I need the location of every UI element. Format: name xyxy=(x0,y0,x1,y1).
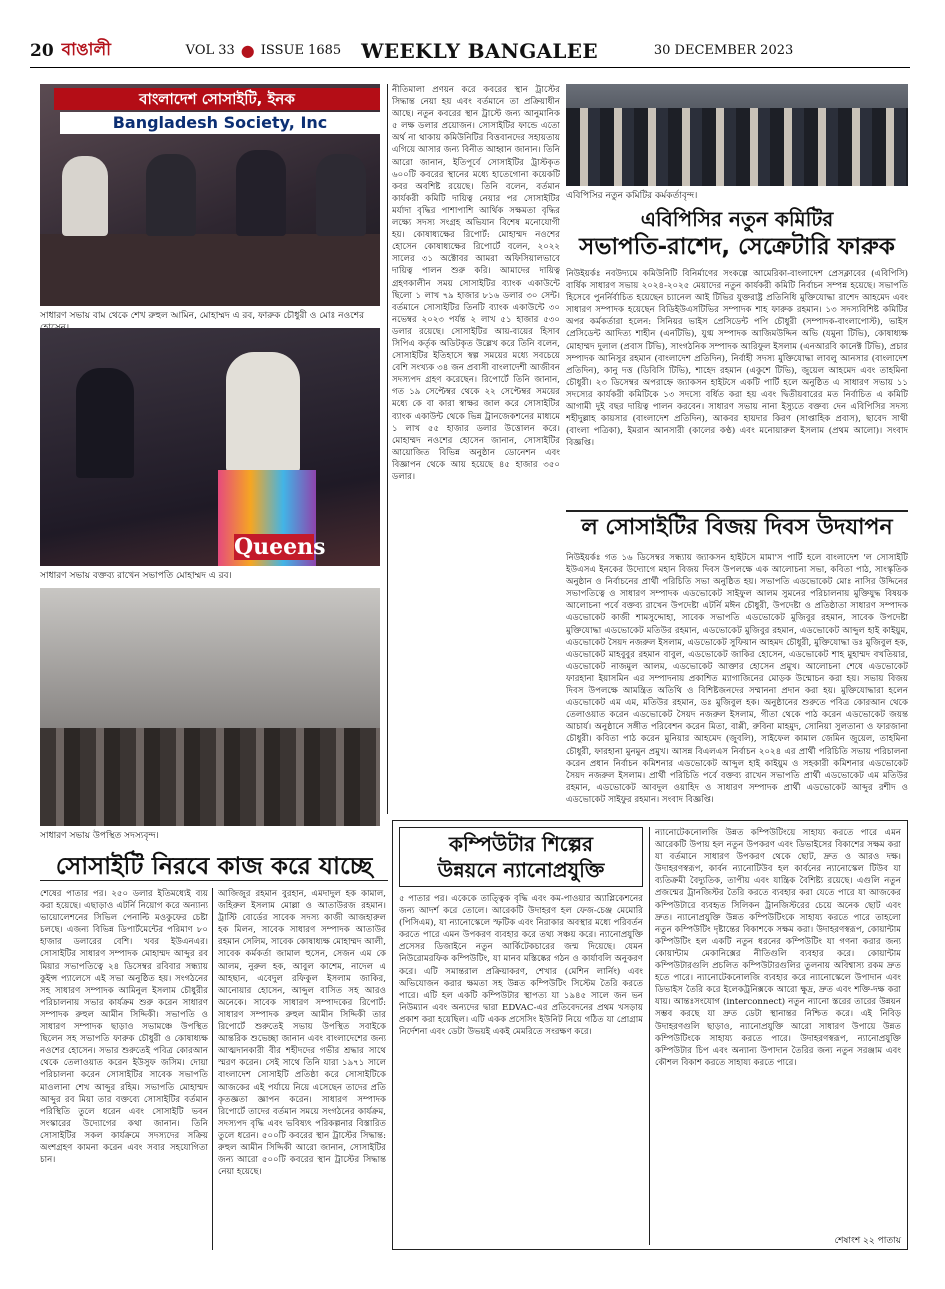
photo-caption: সাধারণ সভায় উপস্থিত সদস্যবৃন্দ। xyxy=(40,831,159,841)
photo-podium-speaker xyxy=(40,328,380,566)
issue-label: ISSUE 1685 xyxy=(260,43,342,58)
article3-body: নিউইয়র্কঃ গত ১৬ ডিসেম্বর সন্ধ্যায় জ্যাকসন হাইটসে মামা'স পার্টি হলে বাংলাদেশ 'ল সোসাইটি ইউএসএ ইনকের উদ্যোগে মহান বিজয় দিবস উপলক্ষে এক আলোচনা সভা, কবিতা পাঠ, সাংস্কৃতিক অনুষ্ঠান ও নির্বাচনের প্রার্থী পরিচিতি সভা অনুষ্ঠিত হয়। সভাপতি এডভোকেট মোঃ নাসির উদ্দিনের সভাপতিত্বে ও সাধারণ সম্পাদক এডভোকেট সাইফুল আলম সুমনের পরিচালনায় মুক্তিযুদ্ধ বিষয়ক আলোচনা পর্বে বক্তব্য রাখেন উপদেষ্টা এটর্নি মঈন চৌধুরী, উপদেষ্টা ও প্রতিষ্ঠাতা সাধারণ সম্পাদক এডভোকেট কাজী শামসুদ্দোহা, সাবেক সভাপতি এডভোকেট মুজিবুর রহমান, সাবেক উপদেষ্টা মুক্তিযোদ্ধা এডভোকেট মতিউর রহমান, এডভোকেট মুজিবুর রহমান, এডভোকেট আব্দুল হাই কাইয়ুম, এডভোকেট সৈয়দ নজরুল ইসলাম, এডভোকেট সুফিয়ান আহমদ চৌধুরী, মুক্তিযোদ্ধা ডঃ মুজিবুল হক, এডভোকেট মাহবুবুর রহমান বাবুল, এডভোকেট জাকির হোসেন, এডভোকেট শাহ মুহাম্মদ বখতিয়ার, এডভোকেট নাজমুল আলম, এডভোকেট আক্তার হোসেন প্রমুখ। আলোচনা শেষে এডভোকেট ফারহানা ইয়াসমিন এর সম্পাদনায় প্রকাশিত ম্যাগাজিনের মোড়ক উন্মোচন করা হয়। সভায় বিজয় দিবস উপলক্ষে আমন্ত্রিত অতিথি ও বিশিষ্টজনদের সম্মাননা প্রদান করা হয়। মুক্তিযোদ্ধারা হলেন এডভোকেট এম এম, মতিউর রহমান, ডঃ মুজিবুল হক। অনুষ্ঠানের শুরুতে পবিত্র কোরআন থেকে তেলাওয়াত করেন এডভোকেট সৈয়দ নজরুল ইসলাম, গীতা থেকে পাঠ করেন এডভোকেট জয়ন্ত আচার্য। অনুষ্ঠানে সঙ্গীত পরিবেশন করেন মিতা, বাপ্পী, রুবিনা মাহমুদ, সোনিয়া সুলতানা ও ফারজানা চৌধুরী। কবিতা পাঠ করেন মুনিয়ার আহমেদ (জুবলি), সাইফেল কামাল জেমিন জুয়েল, তাহমিনা চৌধুরী, ফারহানা মুনমুন প্রমুখ। আসন্ন বিএলএস নির্বাচন ২০২৪ এর প্রার্থী পরিচিতি সভায় পরিচালনা করেন প্রধান নির্বাচন কমিশনার এডভোকেট আব্দুল হাই কাইয়ুম ও সহকারী কমিশনার এডভোকেট সৈয়দ নজরুল ইসলাম। প্রার্থী পরিচিতি পর্বে বক্তব্য রাখেন সভাপতি প্রার্থী এডভোকেট এম মতিউর রহমান, এডভোকেট আবদুল ওয়াহিদ ও সাধারণ সম্পাদক প্রার্থী এডভোকেট আব্দুর রশীদ ও এডভোকেট সাইফুর রহমান। সংবাদ বিজ্ঞপ্তি। xyxy=(566,553,908,805)
paper-name: WEEKLY BANGALEE xyxy=(361,38,598,63)
photo-banner-english: Bangladesh Society, Inc xyxy=(60,112,380,134)
photo-person xyxy=(226,352,300,472)
article4-column-2: ন্যানোটেকনোলজি উন্নত কম্পিউটিংয়ে সাহায্য করতে পারে এমন আরেকটি উপায় হল নতুন উপকরণ এবং ডিভাইসের বিকাশের সক্ষম করা যা বর্তমানে সাধারণ উপকরণ থেকে ছোট, দ্রুত ও আরও দক্ষ। উদাহরণস্বরূপ, কার্বন ন্যানোটিউব হল কার্বনের ন্যানোস্কেল টিউব যা ব্যতিক্রমী বৈদ্যুতিক, তাপীয় এবং যান্ত্রিক বৈশিষ্ট্য রয়েছে। এগুলি নতুন প্রজন্মের ট্রানজিস্টর তৈরি করতে ব্যবহার করা যেতে পারে যা আজকের কম্পিউটারে ব্যবহৃত সিলিকন ট্রানজিস্টরের চেয়ে অনেক ছোট এবং দ্রুত। ন্যানোপ্রযুক্তি উন্নত কম্পিউটিংকে সাহায্য করতে পারে তাহলো নতুন কম্পিউটিং দৃষ্টান্তের বিকাশকে সক্ষম করা। উদাহরণস্বরূপ, কোয়ান্টাম কম্পিউটিং হল একটি নতুন ধরনের কম্পিউটিং যা গণনা করার জন্য কোয়ান্টাম মেকানিক্সের নীতিগুলি ব্যবহার করে। কোয়ান্টাম কম্পিউটারগুলি প্রচলিত কম্পিউটারগুলির তুলনায় অবিশ্বাস্য রকম দ্রুত হতে পারে। ন্যানোটেকনোলজি ব্যবহার করে ন্যানোস্কেলে উপাদান এবং ডিভাইস তৈরি করে ইলেকট্রনিক্সকে আরো ক্ষুদ্র, দ্রুত এবং শক্তি-দক্ষ করা যায়। আন্তঃসংযোগ (interconnect) নতুন ন্যানো স্তরের তারের উন্নয়ন সম্ভব করছে যা দ্রুত ডেটা স্থানান্তর নিশ্চিত করে। এই নিবিড় উদাহরণগুলি ছাড়াও, ন্যানোপ্রযুক্তি আরো সাধারণ উপায়ে উন্নত কম্পিউটিংকে সাহায্য করতে পারে। উদাহরণস্বরূপ, ন্যানোপ্রযুক্তি কম্পিউটার চিপ এবং অন্যান্য উপাদান তৈরির জন্য নতুন সরঞ্জাম এবং কৌশল বিকাশ করতে সাহায্য করতে পারে। xyxy=(655,828,901,1068)
volume-label: VOL 33 xyxy=(185,43,235,58)
photo-person xyxy=(236,150,286,236)
article4-column-1: ৫ পাতার পর। একেকে তাত্ত্বিক বৃদ্ধি এবং কম-পাওয়ার অ্যাপ্লিকেশনের জন্য আদর্শ করে তোলে। আরেকটি উদাহরণ হল ফেজ-চেঞ্জ মেমোরি (পিসিএম), যা ন্যানোস্কেলে স্ফটিক এবং নিরাকার অবস্থার মধ্যে পরিবর্তন করতে পারে এমন উপকরণ ব্যবহার করে তথ্য সঞ্চয় করে। ন্যানোপ্রযুক্তি প্রসেসর ডিজাইনে নতুন আর্কিটেকচারের জন্ম দিয়েছে। যেমন নিউরোমরফিক কম্পিউটিং, যা মানব মস্তিষ্কের গঠন ও কার্যাবলি অনুকরণ করে। এটি সমান্তরাল প্রক্রিয়াকরণ, শেখার (মেশিন লার্নিং) এবং অভিযোজন করার ক্ষমতা সহ উন্নত কম্পিউটিং সিস্টেম তৈরি করতে পারে। এটি হল একটি কম্পিউটার স্থাপত্য যা ১৯৪৫ সালে জন ভন নিউম্যান এবং অন্যদের দ্বারা EDVAC-এর প্রতিবেদনের প্রথম খসড়ায় প্রকাশ করা হয়েছিল। এটি একক প্রসেসিং ইউনিট নিয়ে গঠিত যা প্রোগ্রাম নির্দেশনা এবং ডেটা উভয়ই একই মেমরিতে সংরক্ষণ করে। xyxy=(399,894,643,1038)
photo-crowd xyxy=(566,108,908,186)
photo-stage-panel xyxy=(40,84,380,306)
headline-line: কম্পিউটার শিল্পের xyxy=(449,832,593,856)
article4-headline xyxy=(399,827,643,887)
article4-box xyxy=(392,820,908,1250)
article1-column-1: শেষের পাতার পর। ২৫০ ডলার ইতিমধ্যেই ব্যয় করা হয়েছে। এছাড়াও এটর্নি নিয়োগ করে অন্যান্য ভায়োলেশনের সিভিল পেনাল্টি মওকুফের চেষ্টা চলছে। এজন্য বিভিন্ন ডিপার্টমেন্টের পরিমাণ ৮০ হাজার ডলারের বেশি। খবর ইউএনএর। সোসাইটির সাধারণ সম্পাদক মোহাম্মদ আব্দুর রব মিয়ার সভাপতিত্বে ২৪ ডিসেম্বর রবিবার সন্ধ্যায় কুইন্স প্যালেসে এই সভা অনুষ্ঠিত হয়। সংগঠনের সহ সাধারণ সম্পাদক আমিনুল ইসলাম চৌধুরীর পরিচালনায় সভার কার্যক্রম শুরু করেন সাধারণ সম্পাদক রুহুল আমীন সিদ্দিকী। সভাপতি ও সাধারণ সম্পাদক ছাড়াও সভামঞ্চে উপস্থিত ছিলেন সহ সভাপতি ফারুক চৌধুরী ও কোষাধ্যক্ষ নওশের হোসেন। সভার শুরুতেই পবিত্র কোরআন থেকে তেলাওয়াত করেন ইউসুফ জসিম। দোয়া পরিচালনা করেন সোসাইটির সাবেক সভাপতি মাওলানা শেখ আব্দুর রহিম। সভাপতি মোহাম্মদ আব্দুর রব মিয়া তার বক্তব্যে সোসাইটির বর্তমান পরিস্থিতি তুলে ধরেন এবং সোসাইটি ভবন সংস্কারের উদ্যোগের কথা জানান। তিনি সোসাইটির সকল কার্যক্রমে সদস্যদের সক্রিয় অংশগ্রহণ কামনা করেন এবং সবার সহযোগিতা চান। xyxy=(40,889,208,1166)
photo-caption: সাধারণ সভায় বক্তব্য রাখেন সভাপতি মোহাম্মদ এ রব। xyxy=(40,571,232,581)
photo-person xyxy=(62,156,108,236)
column-divider xyxy=(212,888,213,1250)
photo-crowd xyxy=(40,728,380,826)
article1-headline: সোসাইটি নিরবে কাজ করে যাচ্ছে xyxy=(40,852,388,881)
photo-caption: এবিপিসির নতুন কমিটির কর্মকর্তাবৃন্দ। xyxy=(566,191,698,201)
photo-committee-group xyxy=(566,84,908,186)
bullet-icon: ● xyxy=(240,41,255,60)
newspaper-logo: বাঙালী xyxy=(61,39,111,60)
photo-person xyxy=(316,154,366,236)
section-rule xyxy=(566,510,908,512)
article2-body: নিউইয়র্কঃ নবউদ্যমে কমিউনিটি বিনির্মাণের সংকল্পে আমেরিকা-বাংলাদেশ প্রেসক্লাবের (এবিপিসি) বার্ষিক সাধারণ সভায় ২০২৪-২০২৫ মেয়াদের নতুন কার্যকরী কমিটি নির্বাচন সম্পন্ন হয়েছে। সভাপতি হিসেবে পুনর্নির্বাচিত হয়েছেন চ্যানেল আই টিভির যুক্তরাষ্ট্র প্রতিনিধি মুক্তিযোদ্ধা রাশেদ আহমেদ এবং সাধারণ সম্পাদক হয়েছেন বিডিইউএসটিভির সম্পাদক শাহ ফারুক রহমান। ১৩ সদস্যবিশিষ্ট কমিটির অপর কর্মকর্তারা হলেন: সিনিয়র ভাইস প্রেসিডেন্ট পপি চৌধুরী (সম্পাদক-বাংলাপোস্ট), ভাইস প্রেসিডেন্ট আদিত্য শাহীন (এনটিভি), যুগ্ম সম্পাদক আজিমউদ্দিন অভি (যমুনা টিভি), কোষাধ্যক্ষ মোহাম্মদ দুলাল (প্রবাস টিভি), সাংগঠনিক সম্পাদক আরিফুল ইসলাম (এনআরবি কানেক্ট টিভি), প্রচার সম্পাদক আনিসুর রহমান (বাংলাদেশ প্রতিদিন), নির্বাহী সদস্য মুক্তিযোদ্ধা লাবলু আনসার (বাংলাদেশ প্রতিদিন), কানু দত্ত (ডিবিসি টিভি), শাহেদ রহমান (একুশে টিভি), জুয়েল আহমেদ এবং তাহমিনা চৌধুরী। ২৩ ডিসেম্বর অপরাহ্নে জ্যাকসন হাইটসে একটি পার্টি হলে অনুষ্ঠিত এ সাধারণ সভায় ১১ সদস্যের কার্যকরী কমিটিকে ১৩ সদস্যে বর্ধিত করা হয় এবং দ্বিতীয়বারের মত নির্বাচিত এ কমিটি আগামী দুই বছর দায়িত্ব পালন করবেন। সাধারণ সভায় নানা ইস্যুতে বক্তব্য দেন এবিপিসির সদস্য শহীদুল্লাহ কায়সার (বাংলাদেশ প্রতিদিন), আকবর হায়দার কিরণ (সাপ্তাহিক প্রবাস), ছাবেদ সাথী (বাংলা পত্রিকা), ইমরান আনসারী (কালের কণ্ঠ) এবং মনোয়ারুল ইসলাম (প্রথম আলো)। সংবাদ বিজ্ঞপ্তি। xyxy=(566,269,908,449)
article3-headline: ল সোসাইটির বিজয় দিবস উদযাপন xyxy=(581,515,893,540)
column-divider xyxy=(387,84,388,814)
article1-column-2: আজিজুর রহমান বুরহান, এমদাদুল হক কামাল, জহিরুল ইসলাম মোল্লা ও আতাউরজ রহমান। ট্রাস্টি বোর্ডের সাবেক সদস্য কাজী আজহারুল হক মিলন, সাবেক সাধারণ সম্পাদক আতাউর রহমান সেলিম, সাবেক কোষাধ্যক্ষ মোহাম্মদ আলী, সাবেক কর্মকর্তা জামাল হুসেন, সেজন এম কে আলম, নুরুল হক, আবুল কাশেম, নাদেল এ আহছান, এবেদুল রফিকুল ইসলাম জাকির, আনোয়ার হোসেন, আব্দুল বাসিত সহ আরও অনেকে। সাবেক সাধারণ সম্পাদকের রিপোর্ট: সাধারণ সম্পাদক রুহুল আমীন সিদ্দিকী তার রিপোর্টে শুরুতেই সভায় উপস্থিত সবাইকে আন্তরিক শুভেচ্ছা জানান এবং বাংলাদেশের জন্য আত্মদানকারী বীর শহীদদের গভীর শ্রদ্ধার সাথে স্মরণ করেন। সেই সাথে তিনি যারা ১৯৭১ সালে বাংলাদেশ সোসাইটি প্রতিষ্ঠা করে সোসাইটিকে আজকের এই পর্যায়ে নিয়ে এসেছেন তাদের প্রতি কৃতজ্ঞতা জ্ঞাপন করেন। সাধারণ সম্পাদক রিপোর্টে তাদের বর্তমান সময়ে সংগঠনের কার্যক্রম, সদস্যপদ বৃদ্ধি এবং ভবিষ্যৎ পরিকল্পনার বিস্তারিত তুলে ধরেন। ৫০০টি কবরের স্থান ট্রাস্টের সিদ্ধান্ত: রুহুল আমীন সিদ্দিকী আরো জানান, সোসাইটির জন্য আরো ৫০০টি কবরের স্থান ট্রাস্টের সিদ্ধান্ত নেয়া হয়েছে। xyxy=(218,889,386,1178)
photo-person xyxy=(146,154,196,236)
headline-line: এবিপিসির নতুন কমিটির xyxy=(640,207,834,231)
headline-line: উন্নয়নে ন্যানোপ্রযুক্তি xyxy=(437,858,605,882)
headline-line: সভাপতি-রাশেদ, সেক্রেটারি ফারুক xyxy=(579,234,895,260)
photo-audience xyxy=(40,588,380,826)
photo-banner-bangla: বাংলাদেশ সোসাইটি, ইনক xyxy=(54,88,380,110)
page-number: 20 xyxy=(30,40,54,61)
continued-note: শেষাংশ ২২ পাতায় xyxy=(834,1236,901,1246)
article2-headline xyxy=(566,206,908,262)
photo-person xyxy=(76,368,134,478)
podium-sign: Queens xyxy=(234,534,326,560)
photo-table xyxy=(40,234,380,306)
photo-caption: সাধারণ সভায় বাম থেকে শেখ রুহুল আমিন, মোহাম্মদ এ রব, ফারুক চৌধুরী ও মোঃ নওশের xyxy=(40,311,365,321)
masthead xyxy=(30,34,910,68)
article1-column-3: নীতিমালা প্রণয়ন করে কবরের স্থান ট্রাস্টের সিদ্ধান্ত নেয়া হয় এবং বর্তমানে তা প্রক্রিয়াধীন আছে। নতুন কবরের স্থান ট্রাস্টে জন্য আনুমানিক ৫ লক্ষ ডলার প্রয়োজন। সোসাইটির ফান্ডে এতো অর্থ না থাকায় কমিউনিটির বিত্তবানদের সহায়তায় এগিয়ে আসার জন্য বিনীত আহ্বান জানান। তিনি আরো জানান, ইতিপূর্বে সোসাইটির ট্রাস্টকৃত ৬০০টি কবরের স্থানের মধ্যে হাতেগোনা কয়েকটি কবর অবশিষ্ট রয়েছে। তিনি বলেন, বর্তমান কার্যকরী কমিটি দায়িত্ব নেয়ার পর সোসাইটির মর্যাদা বৃদ্ধির পাশাপাশি আর্থিক সক্ষমতা বৃদ্ধির লক্ষ্যে সদস্য সংগ্রহ অভিযান বিশেষ মনোযোগী হয়। কোষাধ্যক্ষের রিপোর্ট: মোহাম্মদ নওশের হোসেন কোষাধ্যক্ষের রিপোর্টে বলেন, ২০২২ সালের ৩১ অক্টোবর আমরা অফিসিয়ালভাবে দায়িত্ব পালন শুরু করি। আমাদের দায়িত্ব গ্রহণকালীন সময় সোসাইটির ব্যাংক একাউন্টে ছিলো ১ লাখ ৭৯ হাজার ৮১৬ ডলার ৩০ সেন্ট। বর্তমানে সোসাইটির তিনটি ব্যাংক একাউন্টে ৩০ নভেম্বর ২০২৩ পর্যন্ত ২ লাখ ৫১ হাজার ৫৩০ ডলার রয়েছে। সোসাইটির আয়-ব্যয়ের হিসাব সিপিএ কর্তৃক অডিটকৃত উল্লেখ করে তিনি বলেন, সোসাইটির ইতিহাসে স্বল্প সময়ের মধ্যে সবচেয়ে বেশি সংখ্যক ৩৪ জন প্রবাসী বাংলাদেশী আজীবন সদস্যপদ গ্রহণ করেছেন। রিপোর্টে তিনি জানান, গত ১৯ সেপ্টেম্বর থেকে ২২ সেপ্টেম্বর সময়ের মধ্যে কে বা কারা স্বাক্ষর জাল করে সোসাইটির ব্যাংক একাউন্ট থেকে ভিন্ন ট্রানজেকশনের মাধ্যমে ১ লাখ ৫৫ হাজার ডলার উত্তোলন করে। মোহাম্মদ নওশের হোসেন জানান, সোসাইটির আয়োজিত বিভিন্ন অনুষ্ঠান ডোনেশন এবং বিজ্ঞাপন থেকে আয় হয়েছে ৪৫ হাজার ৩৫০ ডলার। xyxy=(392,85,560,482)
issue-date: 30 DECEMBER 2023 xyxy=(653,43,794,58)
column-divider xyxy=(649,827,650,1245)
